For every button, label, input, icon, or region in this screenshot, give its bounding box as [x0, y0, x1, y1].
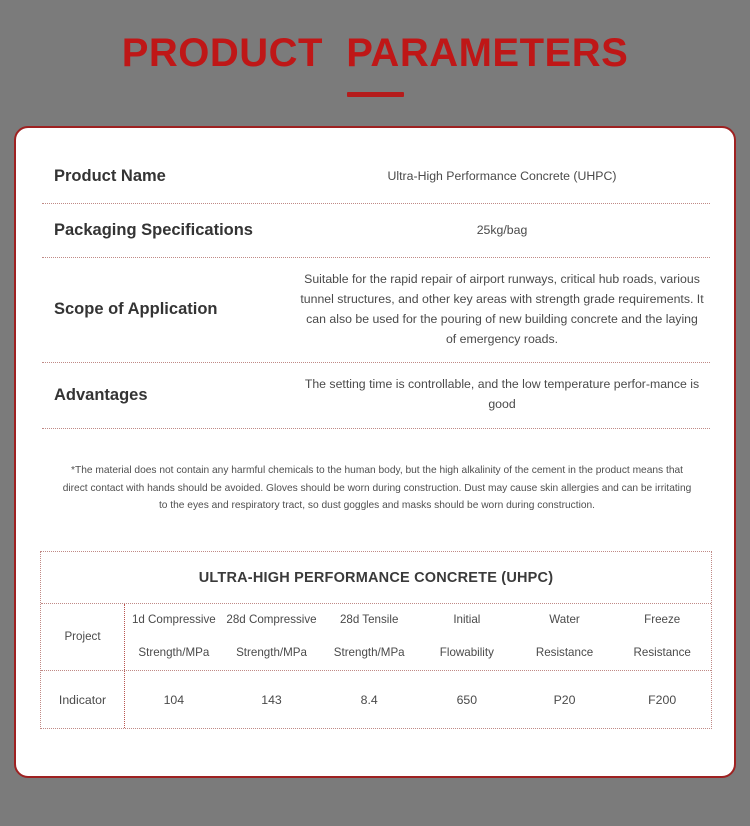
data-cell: 650	[456, 692, 478, 707]
spec-value: Ultra-High Performance Concrete (UHPC)	[387, 168, 617, 183]
data-table-col	[613, 604, 711, 670]
column-header	[613, 604, 711, 670]
column-header-line2: Resistance	[535, 646, 594, 660]
data-table-col	[613, 671, 711, 728]
column-header-line1: Freeze	[644, 613, 681, 627]
data-cell: F200	[648, 692, 677, 707]
spec-row	[42, 258, 710, 363]
performance-data-table	[40, 551, 712, 729]
data-table-col	[223, 604, 321, 670]
data-table-header-row	[41, 604, 711, 671]
column-header-line2: Strength/MPa	[236, 646, 307, 660]
data-table-col	[125, 604, 223, 670]
column-header-line2: Resistance	[633, 646, 691, 660]
column-header-project-label: Project	[64, 629, 101, 643]
safety-footnote: *The material does not contain any harmful chemicals to the human body, but the high alkalinity of the cement in the product means that direct contact with hands should be avoided. Gloves should be worn during construction. Dust may cause skin allergies and can be irritating to the eyes and respiratory tract, so dust goggles and masks should be worn during construction.	[62, 465, 692, 512]
spec-value: The setting time is controllable, and the low temperature perfor-mance is good	[304, 377, 700, 412]
data-cell: P20	[553, 692, 576, 707]
data-table-col	[320, 671, 418, 728]
spec-label: Advantages	[54, 385, 148, 404]
column-header-line2: Flowability	[439, 646, 494, 660]
column-header-project	[41, 604, 124, 670]
data-table-col-project	[41, 604, 125, 670]
column-header	[125, 604, 223, 670]
data-cell: 104	[163, 692, 185, 707]
column-header	[418, 604, 516, 670]
data-table-col	[418, 604, 516, 670]
data-table-col	[125, 671, 223, 728]
column-header-line1: Initial	[453, 613, 481, 627]
spec-list	[42, 150, 710, 429]
data-table-col	[320, 604, 418, 670]
data-cell: 143	[261, 692, 282, 707]
spec-label: Scope of Application	[54, 300, 218, 319]
column-header-line2: Strength/MPa	[333, 646, 405, 660]
spec-label: Product Name	[54, 167, 166, 185]
spec-label: Packaging Specifications	[54, 221, 253, 239]
spec-value: Suitable for the rapid repair of airport runways, critical hub roads, various tunnel structures, and other key areas with strength grade requirements. It can also be used for the pouring of new building concrete and the laying of emergency roads.	[300, 272, 704, 346]
column-header-line1: 1d Compressive	[131, 613, 216, 627]
spec-value: 25kg/bag	[476, 222, 528, 237]
data-table-col-project	[41, 671, 125, 728]
spec-row	[42, 363, 710, 429]
data-table-col	[516, 604, 614, 670]
page-header	[0, 30, 750, 97]
data-cell: 8.4	[360, 692, 378, 707]
page-title: PRODUCT PARAMETERS	[121, 31, 629, 75]
spec-row	[42, 150, 710, 204]
data-table-title: ULTRA-HIGH PERFORMANCE CONCRETE (UHPC)	[41, 552, 711, 604]
column-header-line2: Strength/MPa	[138, 646, 210, 660]
column-header-line1: 28d Tensile	[339, 613, 399, 627]
column-header-line1: Water	[549, 613, 580, 627]
row-label-indicator: Indicator	[58, 692, 107, 707]
data-table-col	[418, 671, 516, 728]
spec-row	[42, 204, 710, 258]
column-header	[516, 604, 614, 670]
data-table-col	[223, 671, 321, 728]
data-table-row	[41, 671, 711, 728]
column-header	[223, 604, 321, 670]
column-header-line1: 28d Compressive	[226, 613, 317, 627]
title-underline-bar	[347, 92, 404, 97]
parameters-card	[14, 126, 736, 778]
column-header	[320, 604, 418, 670]
data-table-col	[516, 671, 614, 728]
